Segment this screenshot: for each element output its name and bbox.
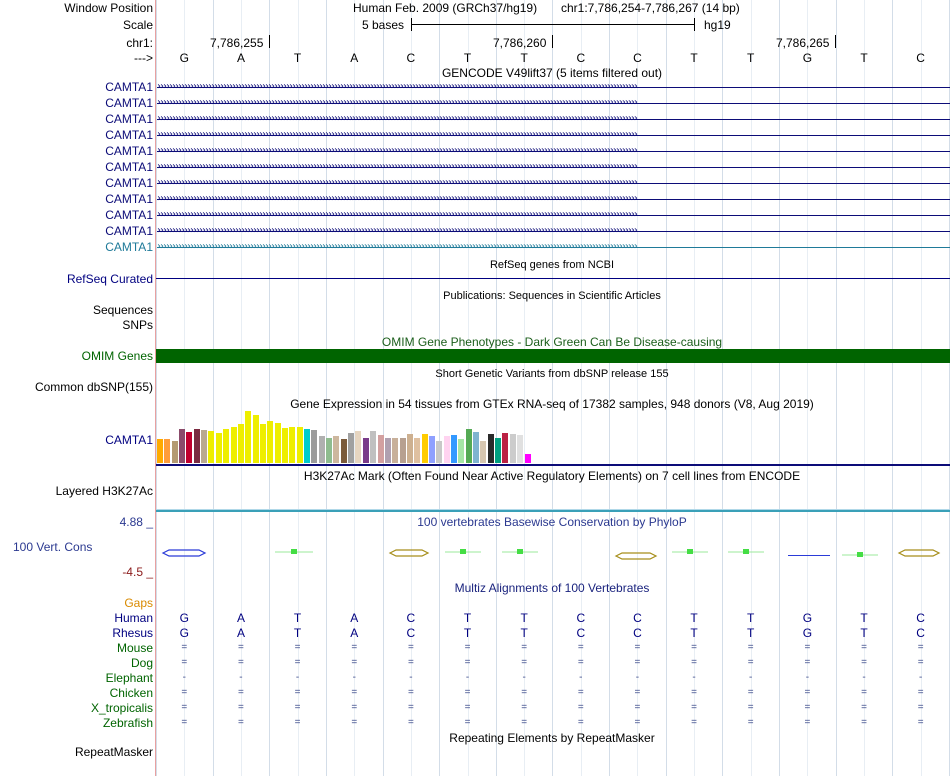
gencode-strand-arrows: ›››››››››››››››››››››››››››››››››››››››››››››››››››››››››››››››››››››››››››››››››››››››››››››››››››››››››››››››››››››››››››››››››››››››››››››››››››››››››››››››› — [157, 193, 637, 204]
alignment-cell: = — [577, 657, 584, 668]
alignment-cell: = — [634, 687, 641, 698]
species-label-chicken[interactable]: Chicken — [109, 686, 153, 700]
cons-min-label: -4.5 _ — [122, 565, 153, 579]
alignment-cell: - — [749, 672, 753, 683]
alignment-cell: T — [463, 626, 472, 640]
alignment-cell: - — [239, 672, 243, 683]
alignment-cell: - — [635, 672, 640, 683]
conservation-element[interactable] — [788, 555, 830, 556]
refseq-track-title: RefSeq genes from NCBI — [489, 259, 615, 271]
alignment-cell: - — [805, 672, 810, 683]
gtex-tissue-bar[interactable] — [488, 434, 494, 463]
gtex-tissue-bar[interactable] — [429, 436, 435, 463]
repeatmasker-track-title: Repeating Elements by RepeatMasker — [449, 731, 655, 745]
gtex-tissue-bar[interactable] — [172, 441, 178, 463]
gtex-gene-line — [156, 464, 950, 466]
alignment-cell: T — [747, 611, 755, 625]
gtex-tissue-bar[interactable] — [260, 424, 266, 463]
gtex-tissue-bar[interactable] — [495, 438, 501, 463]
gtex-tissue-bar[interactable] — [436, 441, 442, 463]
conservation-element[interactable] — [899, 550, 939, 556]
gtex-tissue-bar[interactable] — [231, 427, 237, 463]
alignment-cell: T — [293, 626, 302, 640]
gtex-tissue-bar[interactable] — [341, 439, 347, 463]
alignment-cell: = — [464, 687, 471, 698]
alignment-cell: - — [862, 672, 866, 683]
gtex-tissue-bar[interactable] — [466, 429, 472, 463]
gtex-tissue-bar[interactable] — [385, 438, 391, 463]
alignment-cell: T — [860, 611, 868, 625]
base-letter: T — [463, 51, 472, 65]
base-letter: G — [802, 51, 813, 65]
gencode-gene-label[interactable]: CAMTA1 — [105, 96, 153, 110]
alignment-cell: G — [179, 626, 189, 640]
gencode-strand-arrows: ›››››››››››››››››››››››››››››››››››››››››››››››››››››››››››››››››››››››››››››››››››››››››››››››››››››››››››››››››››››››››››››››››››››››››››››››››››››››››››››››› — [157, 177, 637, 188]
alignment-cell: = — [238, 687, 244, 698]
alignment-cell: = — [407, 717, 414, 728]
window-position-label: Window Position — [64, 1, 153, 15]
alignment-cell: = — [861, 717, 867, 728]
species-label-x_tropicalis[interactable]: X_tropicalis — [90, 701, 153, 715]
base-letter: T — [747, 51, 755, 65]
alignment-cell: = — [407, 702, 414, 713]
alignment-cell: = — [521, 687, 528, 698]
alignment-cell: - — [579, 672, 583, 683]
species-label-human[interactable]: Human — [114, 611, 153, 625]
publications-track-label[interactable]: Sequences — [92, 303, 153, 317]
scale-bar-left-tick — [411, 18, 412, 31]
gtex-tissue-bar[interactable] — [164, 439, 170, 463]
alignment-cell: = — [634, 717, 641, 728]
alignment-cell: G — [802, 611, 813, 625]
gtex-tissue-bar[interactable] — [348, 433, 354, 463]
alignment-cell: = — [521, 642, 528, 653]
alignment-cell: - — [692, 672, 696, 683]
gtex-tissue-bar[interactable] — [451, 435, 457, 463]
gencode-strand-arrows: ›››››››››››››››››››››››››››››››››››››››››››››››››››››››››››››››››››››››››››››››››››››››››››››››››››››››››››››››››››››››››››››››››››››››››››››››››››››››››››››››› — [157, 161, 637, 172]
species-label-mouse[interactable]: Mouse — [116, 641, 153, 655]
gtex-tissue-bar[interactable] — [414, 438, 420, 463]
gencode-gene-label[interactable]: CAMTA1 — [105, 112, 153, 126]
gencode-strand-arrows: ›››››››››››››››››››››››››››››››››››››››››››››››››››››››››››››››››››››››››››››››››››››››››››››››››››››››››››››››››››››››››››››››››››››››››››››››››››››››››››››››› — [157, 113, 637, 124]
alignment-cell: T — [520, 611, 528, 625]
alignment-cell: = — [577, 702, 584, 713]
omim-track-title: OMIM Gene Phenotypes - Dark Green Can Be Disease-causing — [381, 335, 723, 349]
cons-max-label: 4.88 _ — [119, 515, 153, 529]
alignment-cell: = — [521, 702, 528, 713]
alignment-cell: = — [351, 642, 358, 653]
alignment-cell: = — [691, 717, 697, 728]
species-label-rhesus[interactable]: Rhesus — [112, 626, 153, 640]
db-name: hg19 — [704, 18, 731, 32]
conservation-peak[interactable] — [291, 549, 297, 554]
gencode-gene-label[interactable]: CAMTA1 — [105, 128, 153, 142]
chrom-label: chr1: — [126, 36, 153, 50]
alignment-cell: = — [294, 717, 301, 728]
gtex-tissue-bar[interactable] — [355, 431, 361, 463]
alignment-cell: C — [916, 611, 925, 625]
gtex-tissue-bar[interactable] — [275, 423, 281, 463]
alignment-cell: = — [464, 717, 471, 728]
alignment-cell: - — [352, 672, 356, 683]
gtex-tissue-bar[interactable] — [282, 428, 288, 463]
gtex-tissue-bar[interactable] — [216, 433, 222, 463]
alignment-cell: = — [238, 717, 244, 728]
gtex-tissue-bar[interactable] — [297, 427, 303, 463]
alignment-cell: = — [181, 717, 188, 728]
alignment-cell: = — [407, 687, 414, 698]
scale-label: Scale — [122, 18, 153, 32]
tick-mark — [269, 35, 270, 48]
conservation-peak[interactable] — [517, 549, 523, 554]
alignment-cell: = — [804, 687, 811, 698]
gtex-tissue-bar[interactable] — [378, 435, 384, 463]
dbsnp-track-label[interactable]: Common dbSNP(155) — [34, 380, 153, 394]
gtex-tissue-bar[interactable] — [444, 436, 450, 463]
alignment-cell: G — [179, 611, 189, 625]
alignment-cell: T — [860, 626, 868, 640]
alignment-cell: C — [916, 626, 925, 640]
h3k27ac-track-title: H3K27Ac Mark (Often Found Near Active Regulatory Elements) on 7 cell lines from ENCODE — [303, 469, 801, 483]
omim-track-label[interactable]: OMIM Genes — [81, 349, 153, 363]
gaps-label: Gaps — [124, 596, 153, 610]
alignment-cell: G — [802, 626, 813, 640]
alignment-cell: = — [181, 657, 188, 668]
tick-label: 7,786,260 — [493, 36, 547, 50]
alignment-cell: = — [861, 642, 867, 653]
alignment-cell: T — [747, 626, 755, 640]
gtex-tissue-bar[interactable] — [517, 435, 523, 463]
alignment-cell: C — [633, 611, 642, 625]
conservation-peak[interactable] — [857, 552, 863, 557]
gencode-strand-arrows: ›››››››››››››››››››››››››››››››››››››››››››››››››››››››››››››››››››››››››››››››››››››››››››››››››››››››››››››››››››››››››››››››››››››››››››››››››››››››››››››››› — [157, 209, 637, 220]
gtex-tissue-bar[interactable] — [510, 434, 516, 463]
omim-feature-bar[interactable] — [156, 349, 950, 363]
alignment-cell: T — [520, 626, 528, 640]
alignment-cell: = — [634, 642, 641, 653]
alignment-cell: = — [407, 657, 414, 668]
alignment-cell: = — [747, 642, 754, 653]
gtex-tissue-bar[interactable] — [502, 433, 508, 463]
alignment-cell: = — [917, 657, 924, 668]
alignment-cell: = — [577, 717, 584, 728]
alignment-cell: - — [465, 672, 470, 683]
alignment-cell: - — [295, 672, 300, 683]
gtex-tissue-bar[interactable] — [333, 436, 339, 463]
species-label-elephant[interactable]: Elephant — [105, 671, 153, 685]
alignment-cell: = — [407, 642, 414, 653]
base-letter: C — [576, 51, 586, 65]
alignment-cell: = — [351, 702, 358, 713]
alignment-cell: = — [521, 657, 528, 668]
base-letter: C — [406, 51, 416, 65]
refseq-track-label[interactable]: RefSeq Curated — [66, 272, 153, 286]
gtex-track-label[interactable]: CAMTA1 — [105, 433, 153, 447]
alignment-cell: = — [747, 717, 754, 728]
alignment-cell: = — [917, 717, 924, 728]
conservation-peak[interactable] — [743, 549, 749, 554]
base-letter: T — [860, 51, 868, 65]
gencode-strand-arrows: ›››››››››››››››››››››››››››››››››››››››››››››››››››››››››››››››››››››››››››››››››››››››››››››››››››››››››››››››››››››››››››››››››››››››››››››››››››››››››››››››› — [157, 81, 637, 92]
alignment-cell: = — [238, 702, 244, 713]
alignment-cell: T — [690, 611, 698, 625]
alignment-cell: = — [804, 642, 811, 653]
alignment-cell: = — [521, 717, 528, 728]
alignment-cell: = — [634, 657, 641, 668]
alignment-cell: = — [464, 657, 471, 668]
gtex-tissue-bar[interactable] — [289, 427, 295, 463]
alignment-cell: = — [577, 687, 584, 698]
alignment-cell: = — [804, 717, 811, 728]
gtex-tissue-bar[interactable] — [245, 411, 251, 463]
gtex-tissue-bar[interactable] — [319, 436, 325, 463]
gencode-gene-label[interactable]: CAMTA1 — [105, 240, 153, 254]
alignment-cell: = — [691, 642, 697, 653]
position-range: chr1:7,786,254-7,786,267 (14 bp) — [561, 1, 740, 15]
h3k27ac-baseline — [156, 510, 950, 512]
refseq-baseline — [156, 278, 950, 279]
base-letter: C — [633, 51, 642, 65]
conservation-element[interactable] — [616, 553, 656, 559]
alignment-cell: - — [182, 672, 186, 683]
gencode-gene-label[interactable]: CAMTA1 — [105, 144, 153, 158]
alignment-cell: T — [463, 611, 472, 625]
alignment-cell: A — [236, 626, 245, 640]
conservation-peak[interactable] — [687, 549, 693, 554]
alignment-cell: = — [464, 702, 471, 713]
alignment-cell: = — [181, 642, 188, 653]
gencode-strand-arrows: ›››››››››››››››››››››››››››››››››››››››››››››››››››››››››››››››››››››››››››››››››››››››››››››››››››››››››››››››››››››››››››››››››››››››››››››››››››››››››››››››› — [157, 145, 637, 156]
alignment-cell: = — [238, 642, 244, 653]
alignment-cell: = — [238, 657, 244, 668]
gencode-gene-label[interactable]: CAMTA1 — [105, 208, 153, 222]
gencode-strand-arrows: ›››››››››››››››››››››››››››››››››››››››››››››››››››››››››››››››››››››››››››››››››››››››››››››››››››››››››››››››››››››››››››››››››››››››››››››››››››››››››››››››› — [157, 225, 637, 236]
gtex-tissue-bar[interactable] — [267, 421, 273, 463]
species-label-dog[interactable]: Dog — [130, 656, 153, 670]
base-letter: T — [690, 51, 698, 65]
alignment-cell: = — [861, 702, 867, 713]
scale-text: 5 bases — [362, 18, 405, 32]
alignment-cell: C — [633, 626, 642, 640]
alignment-cell: C — [576, 611, 586, 625]
gtex-tissue-bar[interactable] — [179, 429, 185, 463]
gtex-tissue-bar[interactable] — [480, 441, 486, 463]
alignment-cell: = — [917, 702, 924, 713]
gtex-tissue-bar[interactable] — [304, 429, 310, 463]
alignment-cell: T — [690, 626, 698, 640]
alignment-cell: = — [804, 657, 811, 668]
gencode-gene-label[interactable]: CAMTA1 — [105, 80, 153, 94]
conservation-graph[interactable] — [0, 540, 950, 566]
cons-track-title: 100 vertebrates Basewise Conservation by PhyloP — [417, 515, 687, 529]
gtex-tissue-bar[interactable] — [370, 431, 376, 463]
gtex-tissue-bar[interactable] — [400, 438, 406, 463]
repeatmasker-track-label[interactable]: RepeatMasker — [74, 745, 153, 759]
gencode-strand-arrows: ›››››››››››››››››››››››››››››››››››››››››››››››››››››››››››››››››››››››››››››››››››››››››››››››››››››››››››››››››››››››››››››››››››››››››››››››››››››››››››››››› — [157, 241, 637, 252]
alignment-cell: = — [351, 657, 358, 668]
gtex-tissue-bar[interactable] — [186, 432, 192, 463]
alignment-cell: T — [293, 611, 302, 625]
alignment-cell: = — [181, 702, 188, 713]
alignment-cell: = — [861, 687, 867, 698]
gtex-tissue-bar[interactable] — [473, 432, 479, 463]
gencode-gene-label[interactable]: CAMTA1 — [105, 224, 153, 238]
gtex-tissue-bar[interactable] — [201, 430, 207, 463]
alignment-cell: = — [691, 657, 697, 668]
scale-bar-right-tick — [694, 18, 695, 31]
tick-mark — [552, 35, 553, 48]
gtex-tissue-bar[interactable] — [407, 434, 413, 463]
alignment-cell: = — [294, 702, 301, 713]
gtex-track-title: Gene Expression in 54 tissues from GTEx RNA-seq of 17382 samples, 948 donors (V8, Aug 2019) — [290, 397, 814, 411]
gtex-tissue-bar[interactable] — [223, 429, 229, 463]
gencode-gene-label[interactable]: CAMTA1 — [105, 192, 153, 206]
alignment-cell: = — [351, 717, 358, 728]
base-letter: A — [236, 51, 245, 65]
gencode-track-title: GENCODE V49lift37 (5 items filtered out) — [441, 66, 663, 80]
alignment-cell: = — [181, 687, 188, 698]
assembly-name: Human Feb. 2009 (GRCh37/hg19) — [353, 1, 538, 15]
gtex-tissue-bar[interactable] — [157, 439, 163, 463]
alignment-cell: = — [294, 687, 301, 698]
snps-track-label[interactable]: SNPs — [122, 318, 153, 332]
conservation-element[interactable] — [163, 550, 205, 556]
alignment-cell: = — [634, 702, 641, 713]
alignment-cell: = — [294, 642, 301, 653]
alignment-cell: = — [747, 702, 754, 713]
alignment-cell: = — [691, 702, 697, 713]
alignment-cell: C — [576, 626, 586, 640]
tick-mark — [835, 35, 836, 48]
gtex-tissue-bar[interactable] — [326, 438, 332, 463]
alignment-cell: - — [522, 672, 526, 683]
strand-label: ---> — [134, 51, 153, 65]
alignment-cell: = — [577, 642, 584, 653]
base-letter: G — [179, 51, 189, 65]
gencode-gene-label[interactable]: CAMTA1 — [105, 176, 153, 190]
h3k27ac-track-label[interactable]: Layered H3K27Ac — [55, 484, 153, 498]
gtex-tissue-bar[interactable] — [422, 434, 428, 463]
alignment-cell: = — [861, 657, 867, 668]
gtex-tissue-bar[interactable] — [194, 429, 200, 463]
gtex-tissue-bar[interactable] — [525, 454, 531, 463]
base-letter: T — [520, 51, 528, 65]
base-letter: A — [350, 51, 359, 65]
base-letter: C — [916, 51, 925, 65]
publications-track-title: Publications: Sequences in Scientific Articles — [443, 290, 661, 302]
scale-bar — [411, 24, 695, 25]
gencode-strand-arrows: ›››››››››››››››››››››››››››››››››››››››››››››››››››››››››››››››››››››››››››››››››››››››››››››››››››››››››››››››››››››››››››››››››››››››››››››››››››››››››››››››› — [157, 97, 637, 108]
alignment-cell: A — [236, 611, 245, 625]
alignment-cell: - — [409, 672, 413, 683]
dbsnp-track-title: Short Genetic Variants from dbSNP release 155 — [435, 368, 669, 380]
gencode-gene-label[interactable]: CAMTA1 — [105, 160, 153, 174]
alignment-cell: C — [406, 626, 416, 640]
alignment-cell: = — [804, 702, 811, 713]
gtex-tissue-bar[interactable] — [238, 424, 244, 463]
gtex-tissue-bar[interactable] — [311, 430, 317, 463]
tick-label: 7,786,265 — [776, 36, 830, 50]
multiz-track-title: Multiz Alignments of 100 Vertebrates — [454, 581, 650, 595]
species-label-zebrafish[interactable]: Zebrafish — [102, 716, 153, 730]
alignment-cell: = — [747, 657, 754, 668]
gtex-tissue-bar[interactable] — [208, 431, 214, 463]
alignment-cell: = — [294, 657, 301, 668]
conservation-element[interactable] — [390, 550, 428, 556]
gtex-tissue-bar[interactable] — [458, 439, 464, 463]
alignment-cell: A — [350, 611, 359, 625]
tick-label: 7,786,255 — [210, 36, 264, 50]
conservation-peak[interactable] — [460, 549, 466, 554]
gencode-strand-arrows: ›››››››››››››››››››››››››››››››››››››››››››››››››››››››››››››››››››››››››››››››››››››››››››››››››››››››››››››››››››››››››››››››››››››››››››››››››››››››››››››››› — [157, 129, 637, 140]
alignment-cell: = — [351, 687, 358, 698]
gtex-tissue-bar[interactable] — [363, 438, 369, 463]
alignment-cell: - — [918, 672, 923, 683]
alignment-cell: C — [406, 611, 416, 625]
cons-track-label[interactable]: 100 Vert. Cons — [13, 540, 93, 554]
gtex-tissue-bar[interactable] — [392, 438, 398, 463]
alignment-cell: = — [747, 687, 754, 698]
alignment-cell: = — [464, 642, 471, 653]
gtex-tissue-bar[interactable] — [253, 415, 259, 463]
alignment-cell: = — [691, 687, 697, 698]
alignment-cell: = — [917, 642, 924, 653]
alignment-cell: = — [917, 687, 924, 698]
alignment-cell: A — [350, 626, 359, 640]
base-letter: T — [293, 51, 302, 65]
